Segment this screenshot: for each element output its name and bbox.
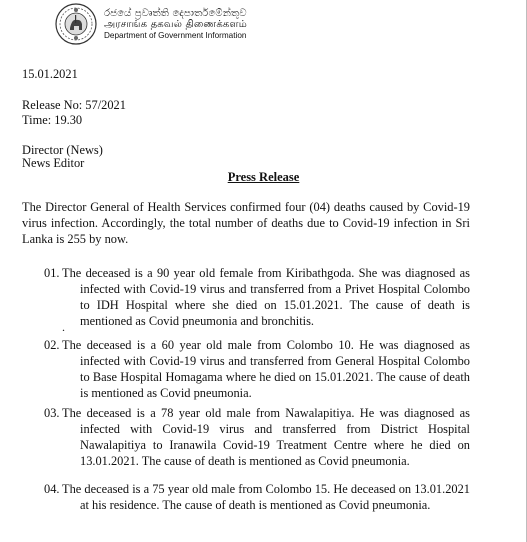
list-item: 02. The deceased is a 60 year old male from Colombo 10. He was diagnosed as infected with Covid-19 virus and transferred from General Hospital Colombo to Base Hospital Homagama where he died on 15.01.2021. The cause of death is mentioned as Covid pneumonia. xyxy=(44,338,470,400)
sri-lanka-emblem-icon xyxy=(54,2,98,46)
intro-paragraph: The Director General of Health Services confirmed four (04) deaths caused by Covid-19 virus infection. Accordingly, the total number of deaths due to Covid-19 infection in Sri Lanka is 255 by now. xyxy=(22,200,470,246)
recipient-line: Director (News) xyxy=(22,143,103,157)
department-name-tamil: அரசாங்க தகவல் திணைக்களம் xyxy=(104,18,247,30)
list-item: 01. The deceased is a 90 year old female from Kiribathgoda. She was diagnosed as infected with Covid-19 virus and transferred from a Privet Hospital Colombo to IDH Hospital where she died on 15.01.2021. The cause of death is mentioned as Covid pneumonia and bronchitis. xyxy=(44,266,470,328)
stray-dot: . xyxy=(62,320,65,334)
document-title: Press Release xyxy=(227,170,300,184)
letterhead xyxy=(54,2,247,46)
item-text: The deceased is a 90 year old female from Kiribathgoda. She was diagnosed as infected with Covid-19 virus and transferred from a Privet Hospital Colombo to IDH Hospital where she died on 15.01.2021. The cause of death is mentioned as Covid pneumonia and bronchitis. xyxy=(62,266,470,328)
release-date: 15.01.2021 xyxy=(22,67,78,81)
list-item: 04. The deceased is a 75 year old male from Colombo 15. He deceased on 13.01.2021 at his residence. The cause of death is mentioned as Covid pneumonia. xyxy=(44,482,470,512)
list-item: 03.The deceased is a 78 year old male from Nawalapitiya. He was diagnosed as infected with Covid-19 virus and transferred from District Hospital Nawalapitiya to Iranawila Covid-19 Treatment Centre where he died on 13.01.2021. The cause of death is mentioned as Covid pneumonia. xyxy=(44,406,470,468)
release-number: Release No: 57/2021 xyxy=(22,98,126,112)
recipient-line: News Editor xyxy=(22,156,85,170)
item-text: The deceased is a 78 year old male from Nawalapitiya. He was diagnosed as infected with Covid-19 virus and transferred from District Hospital Nawalapitiya to Iranawila Covid-19 Treatment Centre where he died on 13.01.2021. The cause of death is mentioned as Covid pneumonia. xyxy=(62,406,470,468)
item-text: The deceased is a 75 year old male from Colombo 15. He deceased on 13.01.2021 at his residence. The cause of death is mentioned as Covid pneumonia. xyxy=(62,482,470,512)
item-text: The deceased is a 60 year old male from Colombo 10. He was diagnosed as infected with Covid-19 virus and transferred from General Hospital Colombo to Base Hospital Homagama where he died on 15.01.2021. The cause of death is mentioned as Covid pneumonia. xyxy=(62,338,470,400)
release-time: Time: 19.30 xyxy=(22,113,83,127)
department-name xyxy=(104,8,247,41)
department-name-sinhala: රජයේ ප්‍රවෘත්ති දෙපාර්තමේන්තුව xyxy=(104,7,247,19)
department-name-english: Department of Government Information xyxy=(104,30,247,40)
